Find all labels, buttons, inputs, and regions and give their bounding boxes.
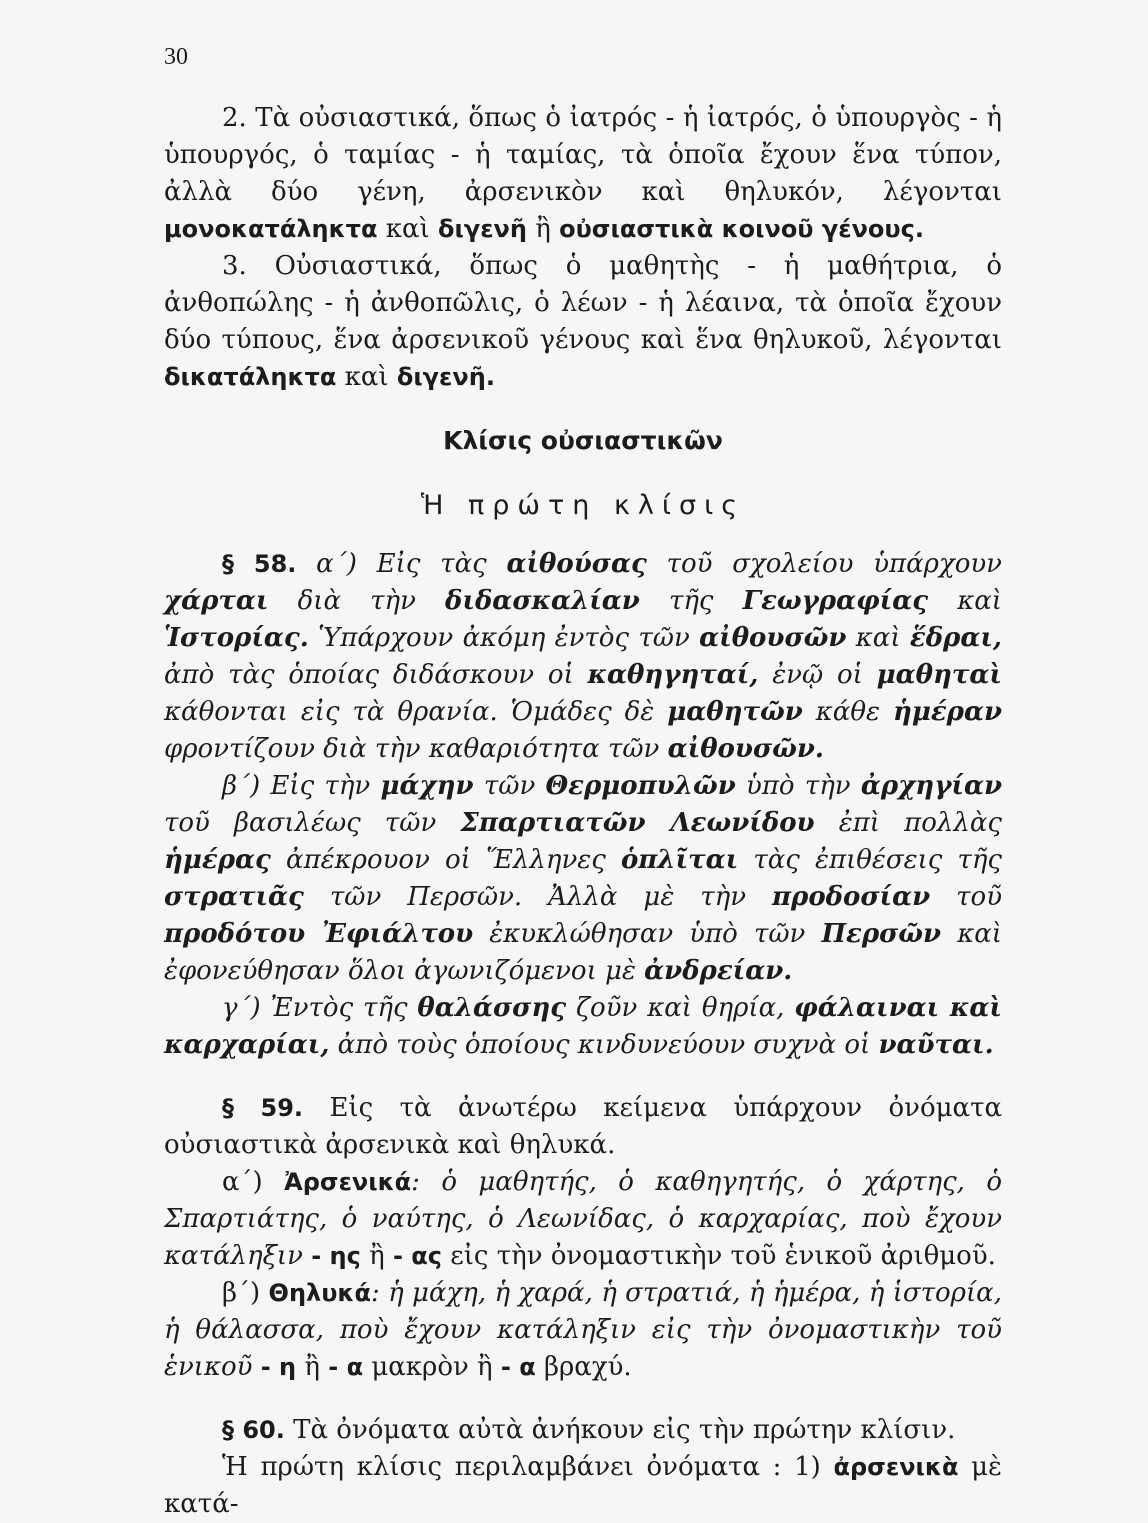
emphasized-term: ἡμέραν <box>892 697 1003 727</box>
ending-is: - ης <box>311 1242 361 1270</box>
text-run: τοῦ σχολείου ὑπάρχουν <box>646 549 1002 579</box>
emphasized-term: χάρται <box>164 586 269 616</box>
term-digeni: διγενῆ. <box>396 363 495 391</box>
term-digeni: διγενῆ <box>438 215 527 243</box>
text-run: ἀπὸ τοὺς ὁποίους κινδυνεύουν συχνὰ οἱ <box>329 1030 879 1060</box>
emphasized-term: Περσῶν <box>821 919 942 949</box>
text-run: μακρὸν ἢ <box>363 1352 501 1382</box>
text-run: ἢ <box>526 214 560 244</box>
section-59-intro <box>164 1090 1002 1164</box>
term-dikatalikta: δικατάληκτα <box>164 363 337 391</box>
text-run: τοῦ <box>930 882 1002 912</box>
ending-i: - η <box>260 1353 297 1381</box>
section-subheading: Ἡ πρώτη κλίσις <box>420 490 746 521</box>
emphasized-term: αἰθουσῶν. <box>667 734 824 764</box>
text-run: Εἰς τὰ ἀνωτέρω κείμενα ὑπάρχουν ὀνόματα οὐσιαστικὰ ἀρσενικὰ καὶ θηλυκά. <box>164 1093 1003 1160</box>
section-58-c <box>164 990 1002 1064</box>
text-run: φροντίζουν διὰ τὴν καθαριότητα τῶν <box>164 734 668 764</box>
paragraph-2 <box>164 100 1002 248</box>
section-58-c-text <box>164 993 1002 1060</box>
text-run: τῶν Περσῶν. Ἀλλὰ μὲ τὴν <box>303 882 773 912</box>
emphasized-term: διδασκαλίαν <box>445 586 640 616</box>
text-run: Τὰ ὀνόματα αὐτὰ ἀνήκουν εἰς τὴν πρώτην κλίσιν. <box>284 1415 956 1445</box>
emphasized-term: ἕδραι, <box>909 623 1002 653</box>
text-run: τῶν <box>473 771 546 801</box>
ending-as: - ας <box>392 1242 442 1270</box>
text-run: καὶ ἐφονεύθησαν ὅλοι ἀγωνιζόμενοι μὲ <box>164 919 1003 986</box>
term-monokatalikta: μονοκατάληκτα <box>164 215 378 243</box>
emphasized-term: Θερμοπυλῶν <box>545 771 736 801</box>
text-run: καὶ <box>846 623 910 653</box>
emphasized-term: ναῦται. <box>878 1030 994 1060</box>
text-run: ὑπὸ τὴν <box>735 771 861 801</box>
label-thilyka: Θηλυκά <box>268 1279 371 1307</box>
text-run: ἢ <box>296 1352 329 1382</box>
text-run: τοῦ βασιλέως τῶν <box>164 808 461 838</box>
text-run: ζοῦν καὶ θηρία, <box>566 993 795 1023</box>
text-run: ἐπὶ πολλὰς <box>814 808 1002 838</box>
ending-a-long: - α <box>328 1353 364 1381</box>
section-59-a <box>164 1164 1002 1275</box>
emphasized-term: καθηγηταί, <box>587 660 759 690</box>
section-58-a-text <box>164 549 1002 764</box>
emphasized-term: μαθητῶν <box>667 697 803 727</box>
text-run: ἐκυκλώθησαν ὑπὸ τῶν <box>473 919 822 949</box>
text-run: ἀπὸ τὰς ὁποίας διδάσκουν οἱ <box>164 660 588 690</box>
emphasized-term: ἀρχηγίαν <box>860 771 1002 801</box>
text-run: α΄) <box>222 1167 285 1197</box>
emphasized-term: φάλαιναι καὶ καρχαρίαι, <box>164 993 1002 1060</box>
label-arsenika: Ἀρσενικά <box>284 1168 412 1196</box>
text-run: κάθε <box>802 697 893 727</box>
emphasized-term: προδοσίαν <box>772 882 931 912</box>
text-run: τὰς ἐπιθέσεις τῆς <box>738 845 1002 875</box>
text-run: : ὁ μαθητής, ὁ καθηγητής, ὁ χάρτης, ὁ Σπαρτιάτης, ὁ ναύτης, ὁ Λεωνίδας, ὁ καρχαρίας, ποὺ ἔχουν κατάληξιν <box>164 1167 1003 1271</box>
text-run: καὶ <box>336 362 397 392</box>
emphasized-term: Ἱστορίας. <box>164 623 309 653</box>
emphasized-term: προδότου Ἐφιάλτου <box>164 919 474 949</box>
text-run: Ἡ πρώτη κλίσις περιλαμβάνει ὀνόματα : 1) <box>222 1452 834 1482</box>
text-run: βραχύ. <box>535 1352 632 1382</box>
section-58-a <box>164 546 1002 768</box>
term-koinou-genous: οὐσιαστικὰ κοινοῦ γένους. <box>559 215 924 243</box>
emphasized-term: στρατιᾶς <box>164 882 304 912</box>
text-run: εἰς τὴν ὀνομαστικὴν τοῦ ἑνικοῦ ἀριθμοῦ. <box>441 1241 996 1271</box>
term-arsenika: ἀρσενικὰ <box>833 1453 959 1481</box>
text-run: γ΄) Ἐντὸς τῆς <box>222 993 418 1023</box>
emphasized-term: μαθηταὶ <box>876 660 1002 690</box>
page-content <box>164 100 1002 1523</box>
emphasized-term: Σπαρτιατῶν Λεωνίδου <box>460 808 815 838</box>
section-60 <box>164 1412 1002 1449</box>
section-number-60: § 60. <box>222 1416 285 1444</box>
text-run: Ὑπάρχουν ἀκόμη ἐντὸς τῶν <box>308 623 700 653</box>
text-run: α΄) Εἰς τὰς <box>296 549 507 579</box>
text-run: ἀπέκρουον οἱ Ἕλληνες <box>270 845 621 875</box>
text-run: ἐνῷ οἱ <box>758 660 877 690</box>
section-number-58: § 58. <box>222 550 297 578</box>
section-58-b-text <box>164 771 1002 986</box>
text-run: καὶ <box>377 214 438 244</box>
emphasized-term: μάχην <box>380 771 474 801</box>
section-number-59: § 59. <box>222 1094 304 1122</box>
text-run: 3. Οὐσιαστικά, ὅπως ὁ μαθητὴς - ἡ μαθήτρια, ὁ ἀνθοπώλης - ἡ ἀνθοπῶλις, ὁ λέων - ἡ λέαινα, τὰ ὁποῖα ἔχουν δύο τύπους, ἕνα ἀρσενικοῦ γένους καὶ ἕνα θηλυκοῦ, λέγονται <box>164 251 1002 355</box>
text-run: 2. Τὰ οὐσιαστικά, ὅπως ὁ ἰατρός - ἡ ἰατρός, ὁ ὑπουργὸς - ἡ ὑπουργός, ὁ ταμίας - ἡ ταμίας, τὰ ὁποῖα ἔχουν ἕνα τύπον, ἀλλὰ δύο γένη, ἀρσενικὸν καὶ θηλυκόν, λέγονται <box>164 103 1002 207</box>
ending-a-short: - α <box>500 1353 536 1381</box>
section-60-cont <box>164 1449 1002 1523</box>
emphasized-term: ὁπλῖται <box>620 845 739 875</box>
emphasized-term: Γεωγραφίας <box>742 586 929 616</box>
text-run: μὲ κατά- <box>164 1452 1002 1519</box>
text-run: : ἡ μάχη, ἡ χαρά, ἡ στρατιά, ἡ ἡμέρα, ἡ ἱστορία, ἡ θάλασσα, ποὺ ἔχουν κατάληξιν εἰς τὴν ὀνομαστικὴν τοῦ ἑνικοῦ <box>164 1278 1002 1382</box>
text-run: καὶ <box>928 586 1002 616</box>
section-58-b <box>164 768 1002 990</box>
emphasized-term: θαλάσσης <box>417 993 567 1023</box>
emphasized-term: ἡμέρας <box>164 845 271 875</box>
emphasized-term: ἀνδρείαν. <box>644 956 793 986</box>
text-run: τῆς <box>639 586 743 616</box>
text-run: διὰ τὴν <box>268 586 446 616</box>
section-59-b <box>164 1275 1002 1386</box>
text-run: β΄) <box>222 1278 269 1308</box>
section-heading: Κλίσις οὐσιαστικῶν <box>443 426 723 455</box>
text-run: ἢ <box>360 1241 393 1271</box>
text-run: κάθονται εἰς τὰ θρανία. Ὁμάδες δὲ <box>164 697 668 727</box>
page-number: 30 <box>164 44 188 70</box>
emphasized-term: αἰθούσας <box>506 549 647 579</box>
text-run: β΄) Εἰς τὴν <box>222 771 381 801</box>
paragraph-3 <box>164 248 1002 396</box>
emphasized-term: αἰθουσῶν <box>699 623 847 653</box>
